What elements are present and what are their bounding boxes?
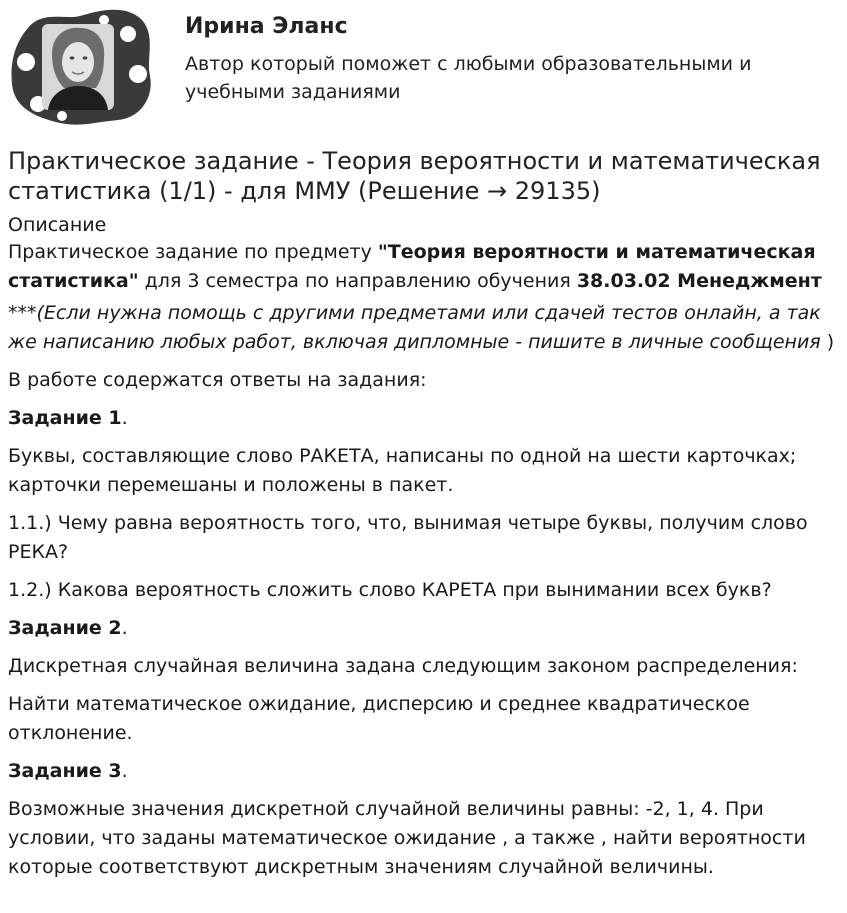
task2-heading-line: Задание 2. (8, 617, 128, 639)
intro-prefix: Практическое задание по предмету (8, 241, 378, 263)
direction-name: 38.03.02 Менеджмент (576, 270, 822, 292)
task1-question-2: 1.2.) Какова вероятность сложить слово КАРЕТА при вынимании всех букв? (8, 579, 772, 601)
avatar-photo-icon[interactable] (8, 6, 152, 126)
task1-question-1: 1.1.) Чему равна вероятность того, что, вынимая четыре буквы, получим слово РЕКА? (8, 512, 808, 563)
task3-heading: Задание 3 (8, 760, 122, 782)
task1-heading-line: Задание 1. (8, 407, 128, 429)
page-title: Практическое задание - Теория вероятности и математическая статистика (1/1) - для ММУ (Решение → 29135) (8, 147, 821, 205)
task2-heading: Задание 2 (8, 617, 122, 639)
description-label: Описание (8, 214, 107, 236)
task3-heading-line: Задание 3. (8, 760, 128, 782)
task1-heading: Задание 1 (8, 407, 122, 429)
author-description: Автор который поможет с любыми образовательными и учебными заданиями (185, 53, 752, 103)
task3-text: Возможные значения дискретной случайной величины равны: -2, 1, 4. При условии, что заданы математическое ожидание , а также , найти вероятности которые соответствуют дискретным значениям случайной величины. (8, 798, 806, 878)
task1-text: Буквы, составляющие слово РАКЕТА, написаны по одной на шести карточках; карточки перемешаны и положены в пакет. (8, 445, 797, 496)
author-name[interactable]: Ирина Эланс (185, 14, 348, 39)
task2-question: Найти математическое ожидание, дисперсию и среднее квадратическое отклонение. (8, 693, 750, 744)
note-paragraph (8, 299, 840, 357)
contains-text: В работе содержатся ответы на задания: (8, 369, 427, 391)
author-block (8, 6, 838, 130)
note-close: ) (820, 331, 835, 353)
intro-middle: для 3 семестра по направлению обучения (138, 270, 577, 292)
note-text: (Если нужна помощь с другими предметами или сдачей тестов онлайн, а так же написанию любых работ, включая дипломные - пишите в личные сообщения (8, 302, 821, 353)
subject-name: "Теория вероятности и математическая статистика" (8, 241, 816, 292)
task2-text: Дискретная случайная величина задана следующим законом распределения: (8, 655, 798, 677)
intro-paragraph (8, 238, 840, 296)
article (8, 146, 840, 891)
note-stars: *** (8, 302, 37, 324)
